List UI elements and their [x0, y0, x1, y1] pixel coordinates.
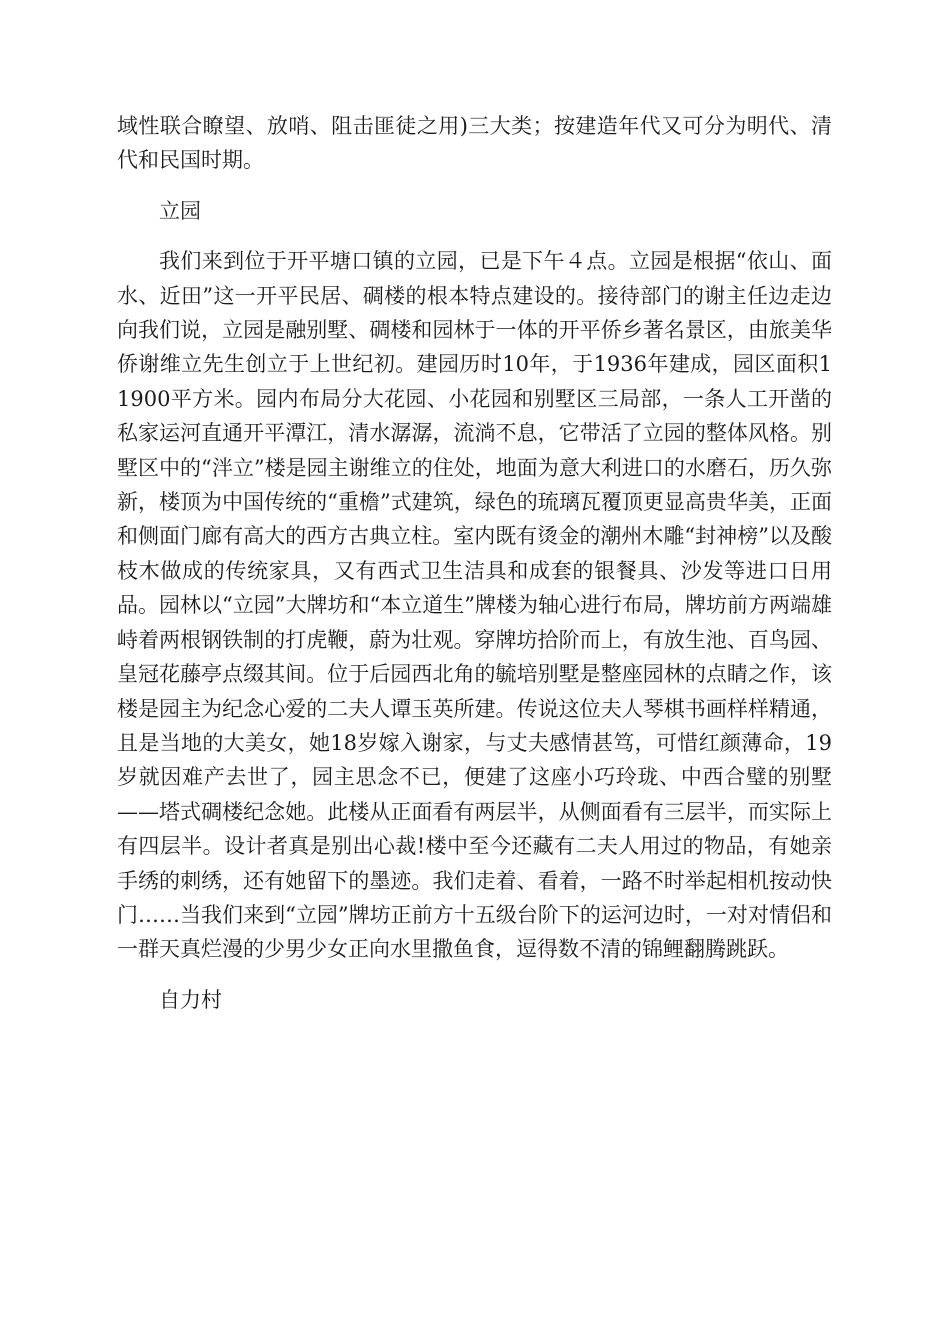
document-body [117, 109, 832, 1017]
section-heading-zilicun: 自力村 [159, 987, 222, 1012]
section-heading-liyuan: 立园 [159, 198, 201, 223]
section-body-liyuan: 我们来到位于开平塘口镇的立园，已是下午４点。立园是根据“依山、面水、近田”这一开平民居、碉楼的根本特点建设的。接待部门的谢主任边走边向我们说，立园是融别墅、碉楼和园林于一体的开平侨乡著名景区，由旅美华侨谢维立先生创立于上世纪初。建园历时10年，于1936年建成，园区面积11900平方米。园内布局分大花园、小花园和别墅区三局部，一条人工开凿的私家运河直通开平潭江，清水潺潺，流淌不息，它带活了立园的整体风格。别墅区中的“泮立”楼是园主谢维立的住处，地面为意大利进口的水磨石，历久弥新，楼顶为中国传统的“重檐”式建筑，绿色的琉璃瓦覆顶更显高贵华美，正面和侧面门廊有高大的西方古典立柱。室内既有烫金的潮州木雕“封神榜”以及酸枝木做成的传统家具，又有西式卫生洁具和成套的银餐具、沙发等进口日用品。园林以“立园”大牌坊和“本立道生”牌楼为轴心进行布局，牌坊前方两端雄峙着两根钢铁制的打虎鞭，蔚为壮观。穿牌坊拾阶而上，有放生池、百鸟园、皇冠花藤亭点缀其间。位于后园西北角的毓培别墅是整座园林的点睛之作，该楼是园主为纪念心爱的二夫人谭玉英所建。传说这位夫人琴棋书画样样精通，且是当地的大美女，她18岁嫁入谢家，与丈夫感情甚笃，可惜红颜薄命，19岁就因难产去世了，园主思念不已，便建了这座小巧玲珑、中西合璧的别墅——塔式碉楼纪念她。此楼从正面看有两层半，从侧面看有三层半，而实际上有四层半。设计者真是别出心裁!楼中至今还藏有二夫人用过的物品，有她亲手绣的刺绣，还有她留下的墨迹。我们走着、看着，一路不时举起相机按动快门……当我们来到“立园”牌坊正前方十五级台阶下的运河边时，一对对情侣和一群天真烂漫的少男少女正向水里撒鱼食，逗得数不清的锦鲤翻腾跳跃。 [117, 249, 832, 962]
continuation-paragraph: 域性联合瞭望、放哨、阻击匪徒之用)三大类；按建造年代又可分为明代、清代和民国时期。 [117, 114, 832, 173]
